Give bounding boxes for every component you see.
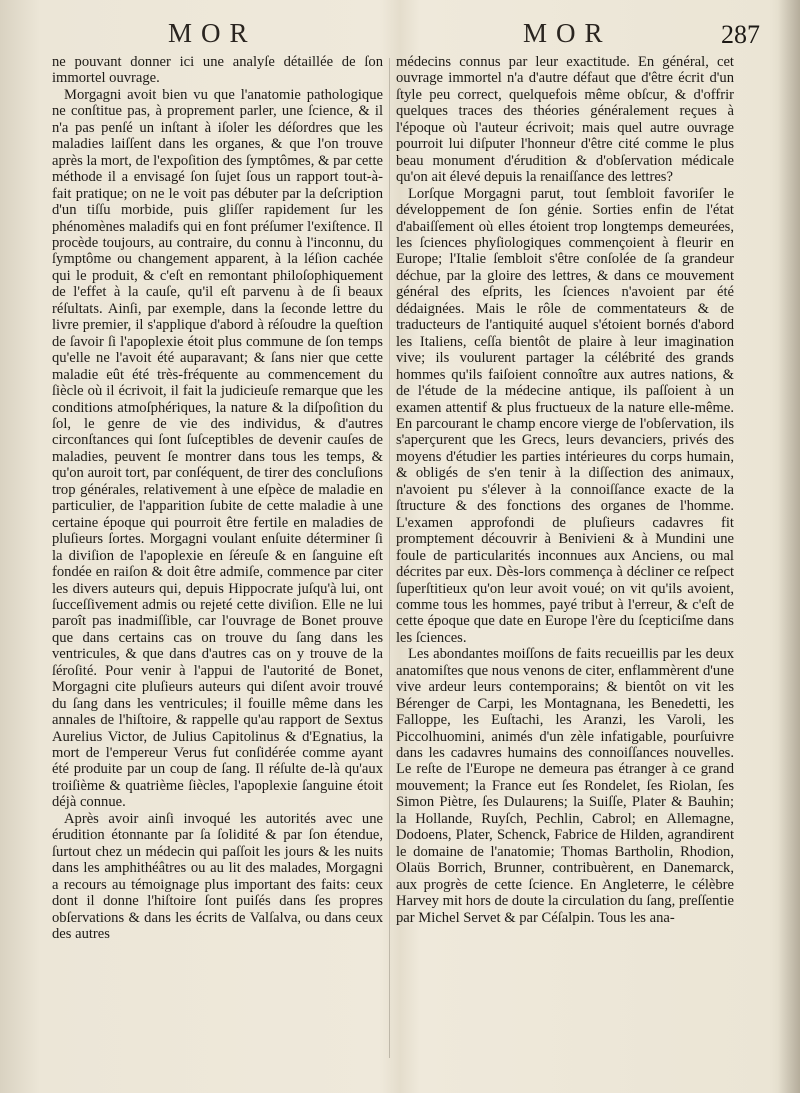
running-head-right: MOR — [523, 18, 612, 48]
paragraph: ne pouvant donner ici une analyſe détaillée de ſon immortel ouvrage. — [52, 54, 383, 87]
paragraph: médecins connus par leur exactitude. En général, cet ouvrage immortel n'a d'autre défaut que d'être écrit d'un ſtyle peu correct, quelquefois même obſcur, & d'offrir quelques traces des théories généralement reçues à l'époque où l'auteur écrivoit; mais quel autre ouvrage pourroit lui diſputer l'honneur d'être cité comme le plus beau monument d'érudition & d'obſervation médicale qu'on ait élevé depuis la renaiſſance des lettres? — [396, 54, 734, 186]
paragraph: Les abondantes moiſſons de faits recueillis par les deux anatomiſtes que nous venons de citer, enflammèrent d'une vive ardeur leurs contemporains; & bientôt on vit les Bérenger de Carpi, les Montagnana, les Benedetti, les Falloppe, les Euſtachi, les Aranzi, les Varoli, les Piccolhuomini, animés d'un zèle infatigable, pourſuivre dans les cadavres humains des connoiſſances nouvelles. Le reſte de l'Europe ne demeura pas étranger à ce grand mouvement; la France eut ſes Rondelet, ſes Riolan, ſes Simon Piètre, ſes Dulaurens; la Suiſſe, Plater & Bauhin; la Hollande, Ruyſch, Pechlin, Cabrol; en Allemagne, Dodoens, Plater, Schenck, Fabrice de Hilden, agrandirent le domaine de l'anatomie; Thomas Bartholin, Rhodion, Olaüs Borrich, Brunner, contribuèrent, en Danemarck, aux progrès de cette ſcience. En Angleterre, le célèbre Harvey mit hors de doute la circulation du ſang, preſſentie par Michel Servet & par Céſalpin. Tous les ana- — [396, 646, 734, 926]
page-edge-shadow — [778, 0, 800, 1093]
paragraph: Morgagni avoit bien vu que l'anatomie pathologique ne conſtitue pas, à proprement parler, une ſcience, & il n'a pas penſé un inſtant à iſoler les déſordres que les maladies laiſſent dans les organes, & que l'on trouve après la mort, de l'expoſition des ſymptômes, & par cette méthode il a envisagé ſon ſujet ſous un rapport tout-à-fait pratique; on ne le voit pas débuter par la deſcription d'un tiſſu morbide, puis gliſſer rapidement ſur les phénomènes maladifs qui en font préſumer l'exiſtence. Il procède toujours, au contraire, du connu à l'inconnu, du ſymptôme ou changement apparent, à la léſion cachée qui le produit, & c'eſt en remontant philoſophiquement de l'effet à la cauſe, qu'il eſt parvenu à de ſi beaux réſultats. Ainſi, par exemple, dans la ſeconde lettre du livre premier, il s'applique d'abord à réſoudre la queſtion de ſavoir ſi l'apoplexie étoit plus commune de ſon temps qu'elle ne l'avoit été auparavant; & ſans nier que cette maladie eût été très-fréquente au commencement du ſiècle où il écrivoit, il fait la judicieuſe remarque que les conditions atmoſphériques, la nature & la diſpoſition du ſol, le genre de vie des individus, & d'autres circonſtances qui ſont ſuſceptibles de devenir cauſes de maladies, peuvent ſe montrer dans tous les temps, & qu'on auroit tort, par conſéquent, de tirer des concluſions trop générales, relativement à une eſpèce de maladie en particulier, de l'apparition ſubite de cette maladie à une certaine époque qui pourroit être fertile en maladies de pluſieurs ſortes. Morgagni voulant enſuite déterminer ſi la diviſion de l'apoplexie en ſéreuſe & en ſanguine eſt fondée en raiſon & doit être admiſe, commence par citer les divers auteurs qui, depuis Hippocrate juſqu'à lui, ont ſucceſſivement admis ou rejeté cette diviſion. Elle ne lui paroît pas inadmiſſible, car l'ouvrage de Bonet prouve que dans certains cas on trouve du ſang dans les ventricules, & que dans d'autres cas on y trouve de la ſéroſité. Pour venir à l'appui de l'autorité de Bonet, Morgagni cite pluſieurs auteurs qui diſent avoir trouvé du ſang dans les ventricules; il fouille même dans les annales de l'hiſtoire, & rappelle qu'au rapport de Sextus Aurelius Victor, de Julius Capitolinus & d'Egnatius, la mort de l'empereur Verus fut conſidérée comme ayant été produite par un coup de ſang. Il réſulte de-là qu'aux troiſième & quatrième ſiècles, l'apoplexie ſanguine étoit déjà connue. — [52, 86, 383, 811]
left-column — [52, 54, 383, 942]
paragraph: Lorſque Morgagni parut, tout ſembloit favoriſer le développement de ſon génie. Sorties enfin de l'état d'abaiſſement où elles étoient trop longtemps demeurées, les ſciences phyſiologiques commençoient à fleurir en Europe; l'Italie ſembloit s'être conſolée de ſa grandeur déchue, par la gloire des lettres, & dans ce mouvement général des eſprits, les ſciences n'avoient par été dédaignées. Mais le rôle de commentateurs & de traducteurs de l'antiquité auquel s'étoient bornés d'abord les Italiens, ceſſa bientôt de plaire à leur imagination vive; ils voulurent partager la célébrité des grands hommes qu'ils faiſoient connoître aux autres nations, & de l'étude de la médecine antique, ils paſſoient à un examen attentif & plus fructueux de la nature elle-même. En parcourant le champ encore vierge de l'obſervation, ils s'aperçurent que les Grecs, leurs devanciers, privés des moyens d'étudier les parties intérieures du corps humain, & obligés de s'en tenir à la diſſection des animaux, n'avoient pu s'élever à la connoiſſance exacte de la ſtructure & des fonctions des organes de l'homme. L'examen approfondi de pluſieurs cadavres fit promptement découvrir à Benivieni & à Mundini une foule de particularités inconnues aux Anciens, ou mal décrites par eux. Dès-lors commença à décliner ce reſpect ſuperſtitieux qu'on leur avoit voué; on vit qu'ils avoient, comme tous les hommes, payé tribut à l'erreur, & c'eſt de cette époque que date en Europe l'ère du ſcepticiſme dans les ſciences. — [396, 185, 734, 646]
right-column — [396, 54, 734, 926]
running-head-left: MOR — [168, 18, 257, 48]
page-number: 287 — [721, 20, 760, 49]
column-divider — [389, 58, 390, 1058]
paragraph: Après avoir ainſi invoqué les autorités avec une érudition étonnante par ſa ſolidité & par ſon étendue, ſurtout chez un médecin qui paſſoit les jours & les nuits dans les amphithéâtres ou au lit des malades, Morgagni a recours au témoignage plus important des faits: ceux dont il donne l'hiſtoire ſont puiſés dans ſes propres obſervations & dans les écrits de Valſalva, ou dans ceux des autres — [52, 810, 383, 943]
page-header — [0, 18, 800, 54]
